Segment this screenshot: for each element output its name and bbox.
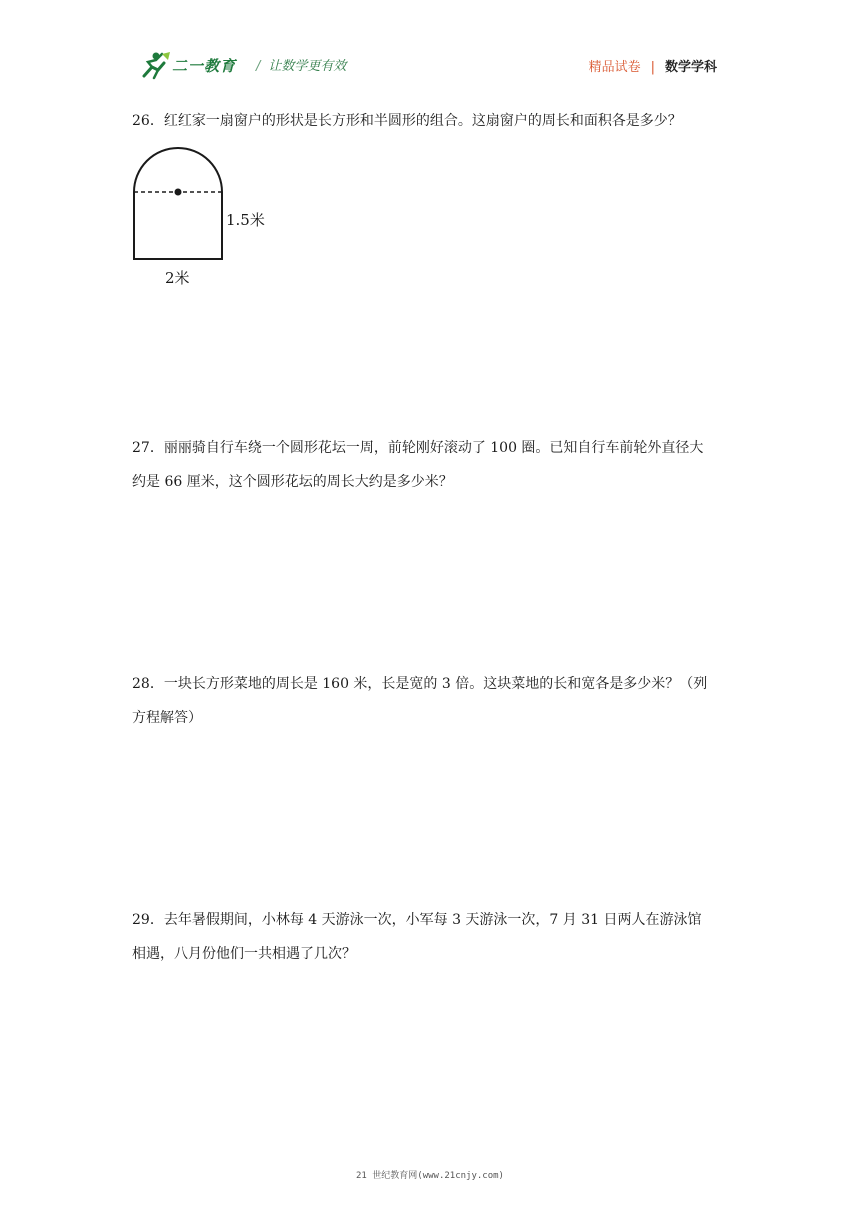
height-label: 1.5米	[226, 211, 265, 229]
slogan: / 让数学更有效	[256, 59, 347, 74]
question-line: 约是 66 厘米，这个圆形花坛的周长大约是多少米？	[132, 474, 453, 490]
question-28	[132, 667, 732, 735]
paper-tag: 精品试卷	[588, 60, 641, 75]
question-line: 27．丽丽骑自行车绕一个圆形花坛一周，前轮刚好滚动了 100 圈。已知自行车前轮外直径大	[132, 440, 704, 456]
slogan-text: 让数学更有效	[268, 59, 347, 74]
question-27	[132, 431, 732, 499]
page-footer: 21 世纪教育网(www.21cnjy.com)	[356, 1171, 504, 1181]
header-right	[589, 56, 717, 75]
question-26	[132, 104, 732, 138]
question-line: 28．一块长方形菜地的周长是 160 米，长是宽的 3 倍。这块菜地的长和宽各是多少米？（列	[132, 676, 708, 692]
question-line: 方程解答）	[132, 710, 202, 726]
page-header	[0, 0, 860, 100]
question-line: 相遇，八月份他们一共相遇了几次？	[132, 946, 356, 962]
header-separator: |	[650, 60, 655, 75]
question-line: 26．红红家一扇窗户的形状是长方形和半圆形的组合。这扇窗户的周长和面积各是多少？	[132, 113, 682, 129]
window-figure	[120, 140, 290, 300]
width-label: 2米	[165, 269, 190, 287]
question-line: 29．去年暑假期间，小林每 4 天游泳一次，小军每 3 天游泳一次，7 月 31 日两人在游泳馆	[132, 912, 702, 928]
subject-label: 数学学科	[664, 60, 717, 75]
question-29	[132, 903, 732, 971]
logo-text: 二一教育	[172, 57, 237, 75]
